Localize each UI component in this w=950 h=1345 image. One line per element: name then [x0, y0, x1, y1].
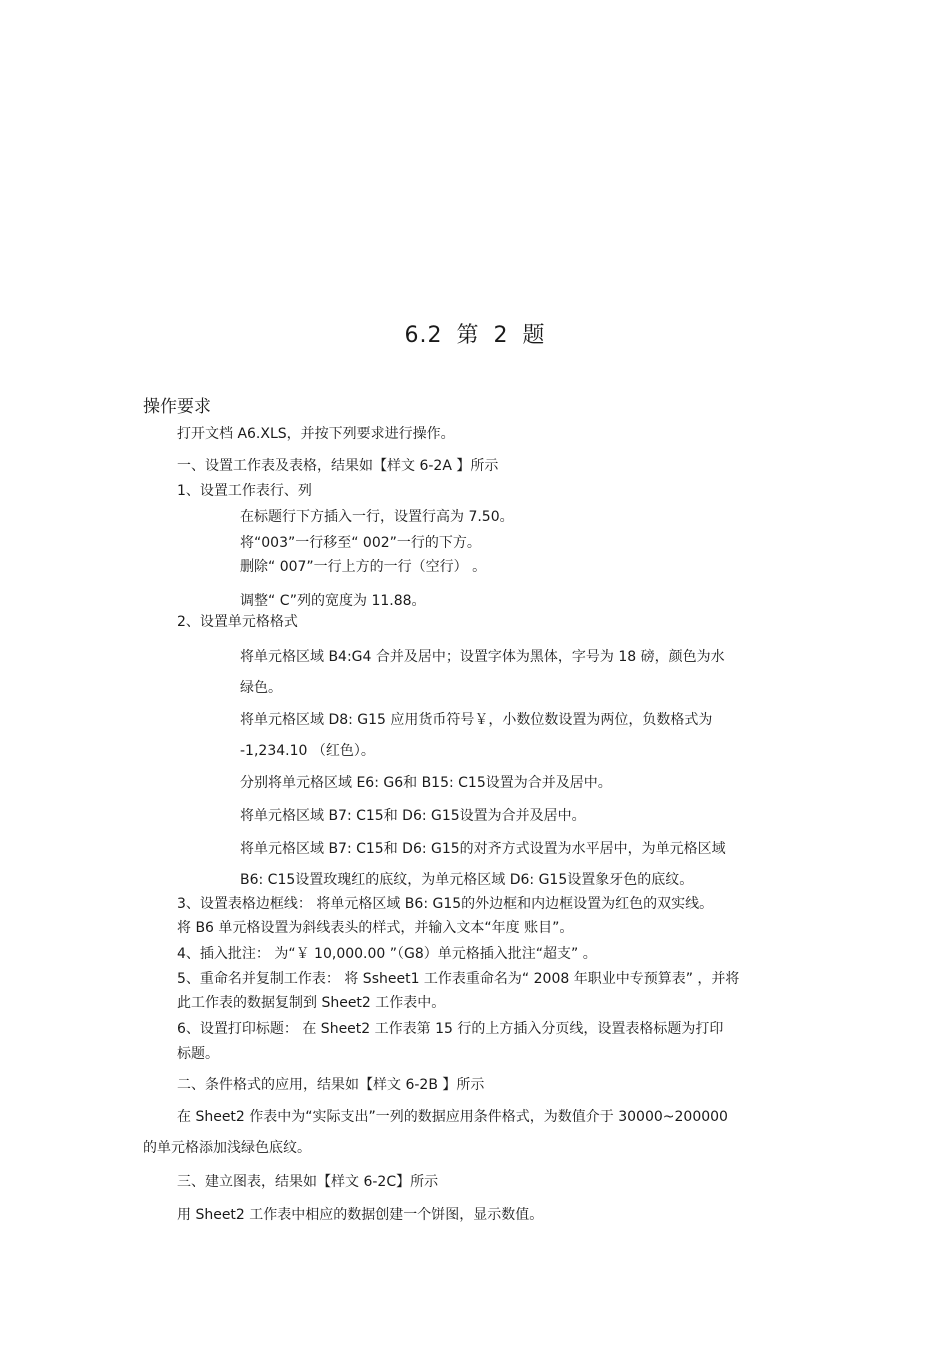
- paragraph-line: 调整“ C”列的宽度为 11.88。: [240, 593, 426, 609]
- paragraph-line: 在标题行下方插入一行，设置行高为 7.50。: [240, 509, 514, 525]
- paragraph-line: 的单元格添加浅绿色底纹。: [143, 1140, 311, 1156]
- paragraph-line: 三、建立图表，结果如【样文 6-2C】所示: [177, 1174, 439, 1190]
- paragraph-line: 6、设置打印标题： 在 Sheet2 工作表第 15 行的上方插入分页线，设置表格标题为打印: [177, 1021, 724, 1037]
- paragraph-line: 删除“ 007”一行上方的一行（空行） 。: [240, 559, 487, 575]
- paragraph-line: 此工作表的数据复制到 Sheet2 工作表中。: [177, 995, 446, 1011]
- paragraph-line: 2、设置单元格格式: [177, 614, 298, 630]
- paragraph-line: 绿色。: [240, 680, 282, 696]
- paragraph-line: 将“003”一行移至“ 002”一行的下方。: [240, 535, 481, 551]
- paragraph-line: 将单元格区域 D8: G15 应用货币符号￥，小数位数设置为两位，负数格式为: [240, 712, 713, 728]
- paragraph-line: 一、设置工作表及表格，结果如【样文 6-2A 】所示: [177, 458, 499, 474]
- page-title: 6.2 第 2 题: [404, 323, 546, 348]
- paragraph-line: 将单元格区域 B4:G4 合并及居中；设置字体为黑体，字号为 18 磅，颜色为水: [240, 649, 725, 665]
- paragraph-line: 3、设置表格边框线： 将单元格区域 B6: G15的外边框和内边框设置为红色的双实线。: [177, 896, 714, 912]
- paragraph-line: 打开文档 A6.XLS，并按下列要求进行操作。: [177, 426, 455, 442]
- paragraph-line: 5、重命名并复制工作表： 将 Ssheet1 工作表重命名为“ 2008 年职业中专预算表” ，并将: [177, 971, 740, 987]
- paragraph-line: 用 Sheet2 工作表中相应的数据创建一个饼图，显示数值。: [177, 1207, 544, 1223]
- paragraph-line: B6: C15设置玫瑰红的底纹，为单元格区域 D6: G15设置象牙色的底纹。: [240, 872, 694, 888]
- paragraph-line: 分别将单元格区域 E6: G6和 B15: C15设置为合并及居中。: [240, 775, 612, 791]
- paragraph-line: 二、条件格式的应用，结果如【样文 6-2B 】所示: [177, 1077, 485, 1093]
- paragraph-line: 标题。: [177, 1046, 219, 1062]
- paragraph-line: 在 Sheet2 作表中为“实际支出”一列的数据应用条件格式，为数值介于 30000~200000: [177, 1109, 728, 1125]
- paragraph-line: 1、设置工作表行、列: [177, 483, 312, 499]
- paragraph-line: 将单元格区域 B7: C15和 D6: G15设置为合并及居中。: [240, 808, 586, 824]
- paragraph-line: -1,234.10 （红色）。: [240, 743, 375, 759]
- section-heading: 操作要求: [143, 397, 211, 417]
- paragraph-line: 4、插入批注： 为“￥ 10,000.00 ”（G8）单元格插入批注“超支” 。: [177, 946, 597, 962]
- paragraph-line: 将单元格区域 B7: C15和 D6: G15的对齐方式设置为水平居中，为单元格区域: [240, 841, 726, 857]
- paragraph-line: 将 B6 单元格设置为斜线表头的样式，并输入文本“年度 账目”。: [177, 920, 574, 936]
